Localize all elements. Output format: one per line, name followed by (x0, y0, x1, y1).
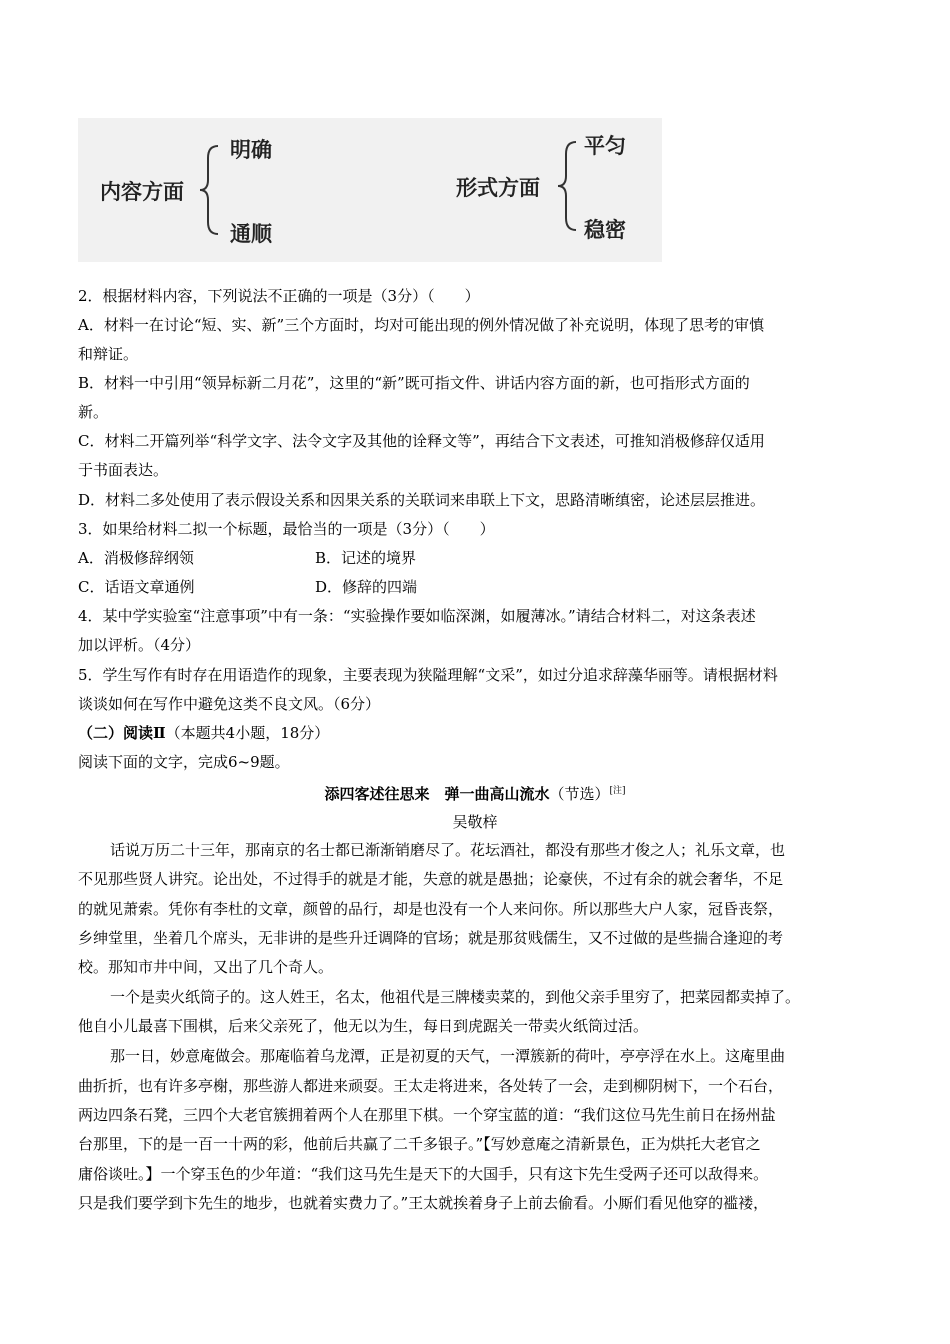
article-author: 吴敬梓 (452, 813, 498, 831)
paragraph-3-line: 庸俗谈吐。】一个穿玉色的少年道：“我们这马先生是天下的大国手，只有这卞先生受两子还可以敌得来。 (78, 1165, 769, 1183)
paragraph-3-line: 只是我们要学到卞先生的地步，也就着实费力了。”王太就挨着身子上前去偷看。小厮们看见他穿的褴褛， (78, 1194, 769, 1212)
left-brace (200, 146, 218, 234)
question-2-option-a: A．材料一在讨论“短、实、新”三个方面时，均对可能出现的例外情况做了补充说明，体现了思考的审慎 (78, 316, 765, 334)
question-2-option-d: D．材料二多处使用了表示假设关系和因果关系的关联词来串联上下文，思路清晰缜密，论述层层推进。 (78, 491, 766, 509)
section-heading-bold: （二）阅读Ⅱ (78, 724, 166, 742)
question-3-option-c: C．话语文章通例 (78, 578, 195, 596)
paragraph-3-line: 两边四条石凳，三四个大老官簇拥着两个人在那里下棋。一个穿宝蓝的道：“我们这位马先生前日在扬州盐 (78, 1106, 776, 1124)
paragraph-3-line: 那一日，妙意庵做会。那庵临着乌龙潭，正是初夏的天气，一潭簇新的荷叶，亭亭浮在水上。这庵里曲 (110, 1047, 786, 1065)
content-form-diagram (78, 118, 662, 262)
question-2-option-a-cont: 和辩证。 (78, 345, 139, 363)
question-3-option-d: D．修辞的四端 (315, 578, 418, 596)
article-title (0, 781, 950, 804)
right-top-item: 平匀 (584, 134, 626, 158)
question-2-option-b: B．材料一中引用“领异标新二月花”，这里的“新”既可指文件、讲话内容方面的新，也可指形式方面的 (78, 374, 750, 392)
left-bottom-item: 通顺 (230, 222, 272, 246)
paragraph-1-line: 乡绅堂里，坐着几个席头，无非讲的是些升迁调降的官场；就是那贫贱儒生，又不过做的是些揣合逢迎的考 (78, 929, 784, 947)
paragraph-3-line: 台那里，下的是一百一十两的彩，他前后共赢了二千多银子。”【写妙意庵之清新景色，正为烘托大老官之 (78, 1135, 761, 1153)
question-5-stem-cont: 谈谈如何在写作中避免这类不良文风。（6分） (78, 695, 381, 713)
question-2-option-c-cont: 于书面表达。 (78, 461, 169, 479)
paragraph-1-line: 的就见萧索。凭你有李杜的文章，颜曾的品行，却是也没有一个人来问你。所以那些大户人家，冠昏丧祭， (78, 900, 784, 918)
article-title-note: [注] (609, 786, 626, 796)
paragraph-1-line: 不见那些贤人讲究。论出处，不过得手的就是才能，失意的就是愚拙；论豪侠，不过有余的就会奢华，不足 (78, 870, 784, 888)
right-category-label: 形式方面 (456, 176, 540, 200)
section-heading-note: （本题共4小题，18分） (165, 724, 330, 742)
question-4-stem-cont: 加以评析。（4分） (78, 636, 201, 654)
right-brace (558, 142, 576, 230)
left-category-label: 内容方面 (100, 180, 184, 204)
right-bottom-item: 稳密 (584, 218, 626, 242)
section-heading (78, 723, 329, 743)
question-4-stem: 4．某中学实验室“注意事项”中有一条：“实验操作要如临深渊，如履薄冰。”请结合材料二，对这条表述 (78, 607, 756, 625)
paragraph-1-line: 校。那知市井中间，又出了几个奇人。 (78, 958, 334, 976)
paragraph-2-line: 他自小儿最喜下围棋，后来父亲死了，他无以为生，每日到虎踞关一带卖火纸筒过活。 (78, 1017, 649, 1035)
question-5-stem: 5．学生写作有时存在用语造作的现象，主要表现为狭隘理解“文采”，如过分追求辞藻华丽等。请根据材料 (78, 666, 778, 684)
article-title-main: 添四客述往思来 弹一曲高山流水 (324, 785, 550, 803)
question-2-option-c: C．材料二开篇列举“科学文字、法令文字及其他的诠释文等”，再结合下文表述，可推知消极修辞仅适用 (78, 432, 765, 450)
question-2-stem: 2．根据材料内容，下列说法不正确的一项是（3分）（ ） (78, 287, 480, 305)
left-top-item: 明确 (230, 138, 272, 162)
paragraph-2-line: 一个是卖火纸筒子的。这人姓王，名太，他祖代是三牌楼卖菜的，到他父亲手里穷了，把菜园都卖掉了。 (110, 988, 801, 1006)
question-3-stem: 3．如果给材料二拟一个标题，最恰当的一项是（3分）（ ） (78, 520, 495, 538)
paragraph-3-line: 曲折折，也有许多亭榭，那些游人都进来顽耍。王太走将进来，各处转了一会，走到柳阴树下，一个石台， (78, 1077, 784, 1095)
article-title-sub: （节选） (549, 785, 610, 803)
question-3-option-a: A．消极修辞纲领 (78, 549, 194, 567)
question-2-option-b-cont: 新。 (78, 403, 109, 421)
reading-instruction: 阅读下面的文字，完成6~9题。 (78, 753, 290, 771)
question-3-option-b: B．记述的境界 (315, 549, 417, 567)
paragraph-1-line: 话说万历二十三年，那南京的名士都已渐渐销磨尽了。花坛酒社，都没有那些才俊之人；礼乐文章，也 (110, 841, 786, 859)
